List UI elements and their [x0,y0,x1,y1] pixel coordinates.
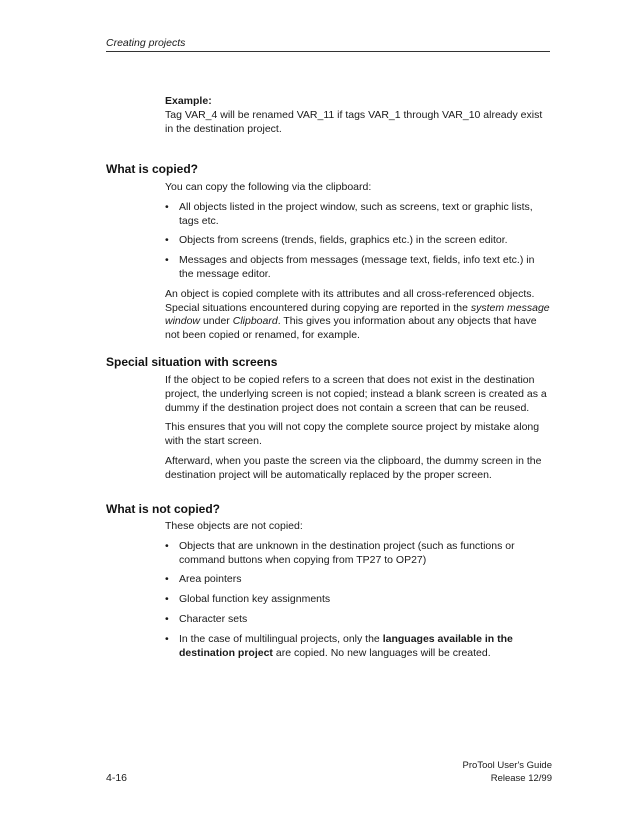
special-paragraph-3: Afterward, when you paste the screen via the clipboard, the dummy screen in the destination project will be automatically replaced by the proper screen. [165,454,542,481]
list-item: • Objects from screens (trends, fields, graphics etc.) in the screen editor. [165,234,508,247]
footer-release: Release 12/99 [490,773,552,784]
list-item: • Objects that are unknown in the destination project (such as functions or command buttons when copying from TP27 to OP27) [165,539,515,566]
example-label: Example: [165,95,212,107]
running-header [106,37,550,52]
copied-list [165,201,555,282]
list-item: • Messages and objects from messages (message text, fields, info text etc.) in the message editor. [165,254,535,280]
copied-paragraph: An object is copied complete with its attributes and all cross-referenced objects. Special situations encountered during copying are reported in the system message window under Clipboard. This gives you information about any objects that have not been copied or renamed, for example. [165,287,550,342]
example-block [165,95,555,136]
bullet: • [165,539,169,552]
page-number: 4-16 [106,772,128,784]
copied-section [165,181,555,343]
example-line: in the destination project. [165,122,282,135]
list-item: • Global function key assignments [165,593,331,606]
copied-intro: You can copy the following via the clipboard: [165,181,372,193]
special-paragraph-2: This ensures that you will not copy the complete source project by mistake along with the start screen. [165,421,540,448]
bullet: • [165,632,169,645]
header-title: Creating projects [106,37,186,49]
list-item: • Character sets [165,612,248,625]
bullet: • [165,254,169,267]
special-paragraph-1: If the object to be copied refers to a screen that does not exist in the destination project, the underlying screen is not copied; instead a blank screen is created as a dummy if the destination project does not contain a screen that can be reused. [165,374,547,414]
notcopied-list [165,540,555,661]
heading-what-is-not-copied: What is not copied? [106,502,220,516]
special-section [165,374,555,483]
list-item: • Area pointers [165,573,242,586]
heading-what-is-copied: What is copied? [106,162,199,176]
footer-guide-title: ProTool User's Guide [462,760,552,771]
footer-info [463,759,552,785]
notcopied-intro: These objects are not copied: [165,520,303,532]
bullet: • [165,573,169,586]
bullet: • [165,234,169,247]
list-item: • In the case of multilingual projects, only the languages available in the destination project are copied. No new languages will be created. [165,632,513,659]
notcopied-section [165,520,555,660]
bullet: • [165,200,169,213]
heading-special-situation: Special situation with screens [106,355,278,369]
list-item: • All objects listed in the project window, such as screens, text or graphic lists, tags etc. [165,200,533,227]
bullet: • [165,612,169,625]
example-line: Tag VAR_4 will be renamed VAR_11 if tags VAR_1 through VAR_10 already exist [165,108,543,121]
bullet: • [165,593,169,606]
